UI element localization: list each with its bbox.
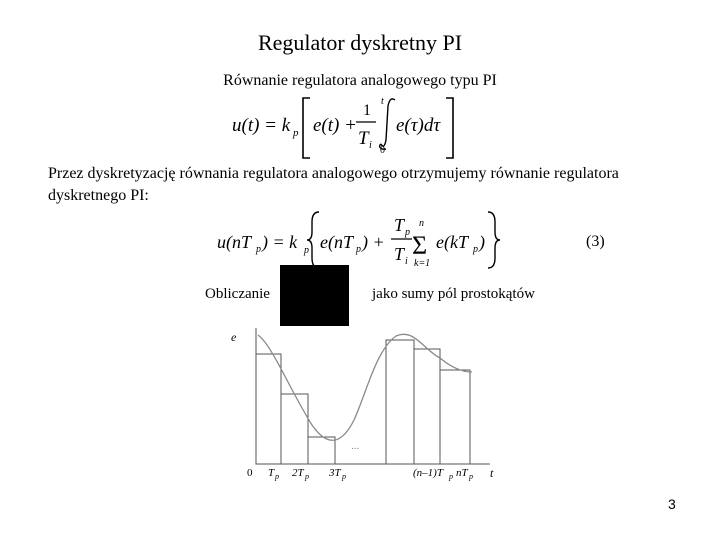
eq1-one: 1 — [363, 102, 371, 119]
rect-2 — [281, 394, 308, 464]
eq2-lhs-close: ) = k — [262, 232, 298, 252]
tick-n1Tp: (n–1)T — [413, 467, 443, 479]
tick-Tp-sub: p — [275, 472, 279, 481]
rectangle-integration-graph — [231, 328, 494, 481]
tick-n1Tp-sub: p — [449, 472, 453, 481]
rect-n-1 — [386, 340, 414, 464]
eq2-right-brace — [488, 212, 500, 268]
tick-2Tp: 2T — [292, 467, 304, 479]
tick-Tp: T — [268, 467, 275, 479]
eq2-left-brace — [307, 212, 319, 268]
redacted-formula-box — [280, 265, 349, 326]
eq2-sigma: Σ — [412, 231, 428, 260]
eq1-left-bracket — [303, 98, 310, 158]
eq2-lhs: u(nT — [217, 232, 252, 252]
eq1-Ti-sub: i — [369, 140, 372, 151]
eq2-lhs-sub: p — [256, 244, 261, 255]
eq1-upper-limit: t — [381, 96, 384, 107]
eq1-lhs: u(t) = k — [232, 115, 291, 136]
calc-label: Obliczanie — [205, 286, 270, 302]
page-title: Regulator dyskretny PI — [257, 30, 463, 55]
calc-description: jako sumy pól prostokątów — [372, 286, 535, 302]
eq2-den: T — [394, 244, 405, 264]
eq2-enTp-close: ) + — [362, 232, 385, 252]
tick-3Tp-sub: p — [342, 472, 346, 481]
page-number: 3 — [668, 496, 676, 512]
equation-1 — [232, 96, 453, 158]
eq1-Ti: T — [358, 128, 369, 149]
eq2-kp-sub: p — [304, 245, 309, 256]
eq2-den-sub: i — [405, 256, 408, 267]
eq1-integrand: e(τ)dτ — [396, 115, 441, 136]
tick-3Tp: 3T — [329, 467, 341, 479]
rect-n-plus — [440, 370, 470, 464]
tick-nTp: nT — [456, 467, 468, 479]
eq2-num: T — [394, 215, 405, 235]
equation-number: (3) — [586, 233, 605, 250]
graph-y-label: e — [231, 330, 237, 344]
eq2-enTp-sub: p — [356, 244, 361, 255]
graph-x-label: t — [490, 466, 494, 480]
graph-dots: ... — [351, 441, 360, 452]
eq2-ekTp: e(kT — [436, 232, 468, 252]
eq1-right-bracket — [446, 98, 453, 158]
rect-n — [414, 349, 440, 464]
rect-3 — [308, 437, 335, 464]
eq2-ekTp-close: ) — [479, 232, 485, 252]
eq1-kp-sub: p — [293, 127, 299, 139]
eq1-et: e(t) + — [313, 115, 357, 136]
eq2-ekTp-sub: p — [473, 244, 478, 255]
eq2-sum-bottom: k=1 — [414, 258, 431, 269]
eq2-sum-top: n — [419, 218, 424, 229]
eq2-enTp: e(nT — [320, 232, 353, 252]
subtitle: Równanie regulatora analogowego typu PI — [223, 72, 497, 89]
rect-1 — [256, 354, 281, 464]
tick-nTp-sub: p — [469, 472, 473, 481]
eq2-num-sub: p — [405, 227, 410, 238]
equation-2 — [217, 212, 500, 269]
tick-2Tp-sub: p — [305, 472, 309, 481]
tick-zero: 0 — [247, 467, 253, 479]
eq1-lower-limit: 0 — [380, 145, 385, 156]
paragraph: Przez dyskretyzację równania regulatora analogowego otrzymujemy równanie regulatora dyskretnego PI: — [48, 165, 619, 204]
